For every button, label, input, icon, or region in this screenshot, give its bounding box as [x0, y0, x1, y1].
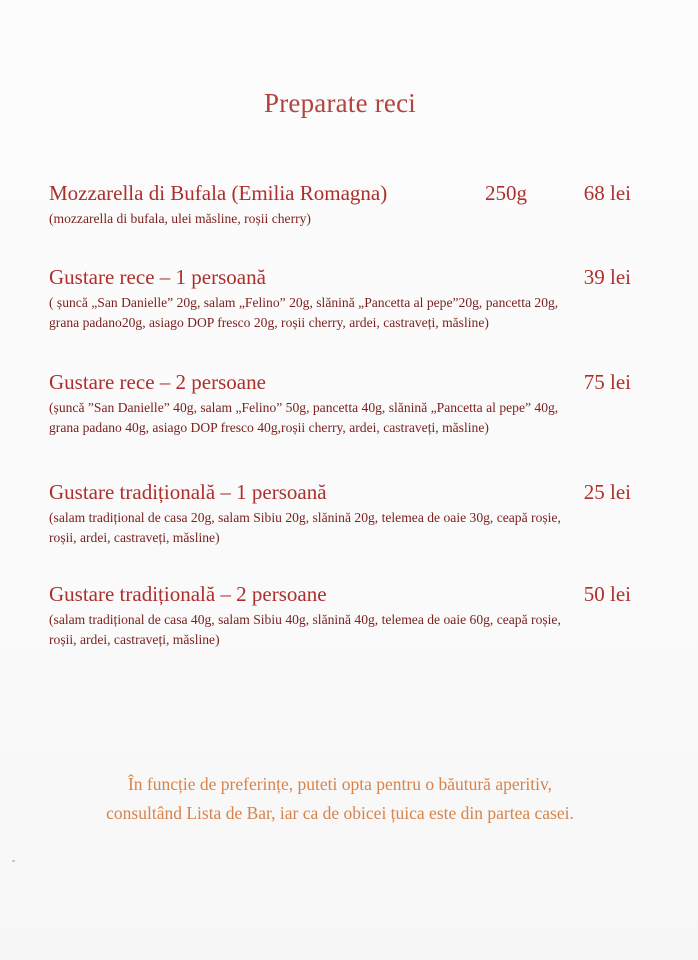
menu-item-header: [49, 480, 634, 510]
menu-item-gustare-rece-2: [49, 370, 634, 438]
menu-item-header: [49, 370, 634, 400]
menu-item-description: (șuncă ”San Danielle” 40g, salam „Felino” 50g, pancetta 40g, slănină „Pancetta al pepe” 40g, grana padano 40g, asiago DOP fresco 40g,roșii cherry, ardei, castraveți, măsline): [49, 400, 559, 435]
menu-item-description: (salam tradițional de casa 40g, salam Sibiu 40g, slănină 40g, telemea de oaie 60g, ceapă roșie, roșii, ardei, castraveți, măsline): [49, 612, 561, 647]
menu-item-header: [49, 582, 634, 612]
menu-item-price: 75 lei: [583, 370, 631, 394]
menu-item-gustare-rece-1: [49, 265, 634, 333]
menu-item-price: 39 lei: [583, 265, 631, 289]
menu-item-name: Mozzarella di Bufala (Emilia Romagna): [49, 181, 388, 205]
menu-item-price: 50 lei: [583, 582, 631, 606]
menu-item-price: 25 lei: [583, 480, 631, 504]
page-title: Preparate reci: [264, 88, 416, 118]
menu-item-description: ( șuncă „San Danielle” 20g, salam „Felino” 20g, slănină „Pancetta al pepe”20g, pancetta 20g, grana padano20g, asiago DOP fresco 20g, roșii cherry, ardei, castraveți, măsline): [49, 295, 559, 330]
menu-item-header: [49, 181, 634, 211]
scan-speck: [12, 860, 15, 862]
menu-item-price: 68 lei: [583, 181, 631, 205]
menu-item-gustare-traditionala-2: [49, 582, 634, 650]
menu-item-description: (mozzarella di bufala, ulei măsline, roșii cherry): [49, 211, 311, 226]
menu-item-name: Gustare tradițională – 1 persoană: [49, 480, 327, 504]
menu-item-weight: 250g: [485, 181, 527, 205]
menu-item-name: Gustare tradițională – 2 persoane: [49, 582, 327, 606]
menu-item-description: (salam tradițional de casa 20g, salam Sibiu 20g, slănină 20g, telemea de oaie 30g, ceapă roșie, roșii, ardei, castraveți, măsline): [49, 510, 561, 545]
menu-item-name: Gustare rece – 1 persoană: [49, 265, 266, 289]
menu-item-name: Gustare rece – 2 persoane: [49, 370, 266, 394]
menu-item-mozzarella: [49, 181, 634, 229]
menu-item-header: [49, 265, 634, 295]
menu-item-gustare-traditionala-1: [49, 480, 634, 548]
footer-note: În funcție de preferințe, puteti opta pentru o băutură aperitiv, consultând Lista de Bar, iar ca de obicei țuica este din partea casei.: [106, 774, 574, 823]
